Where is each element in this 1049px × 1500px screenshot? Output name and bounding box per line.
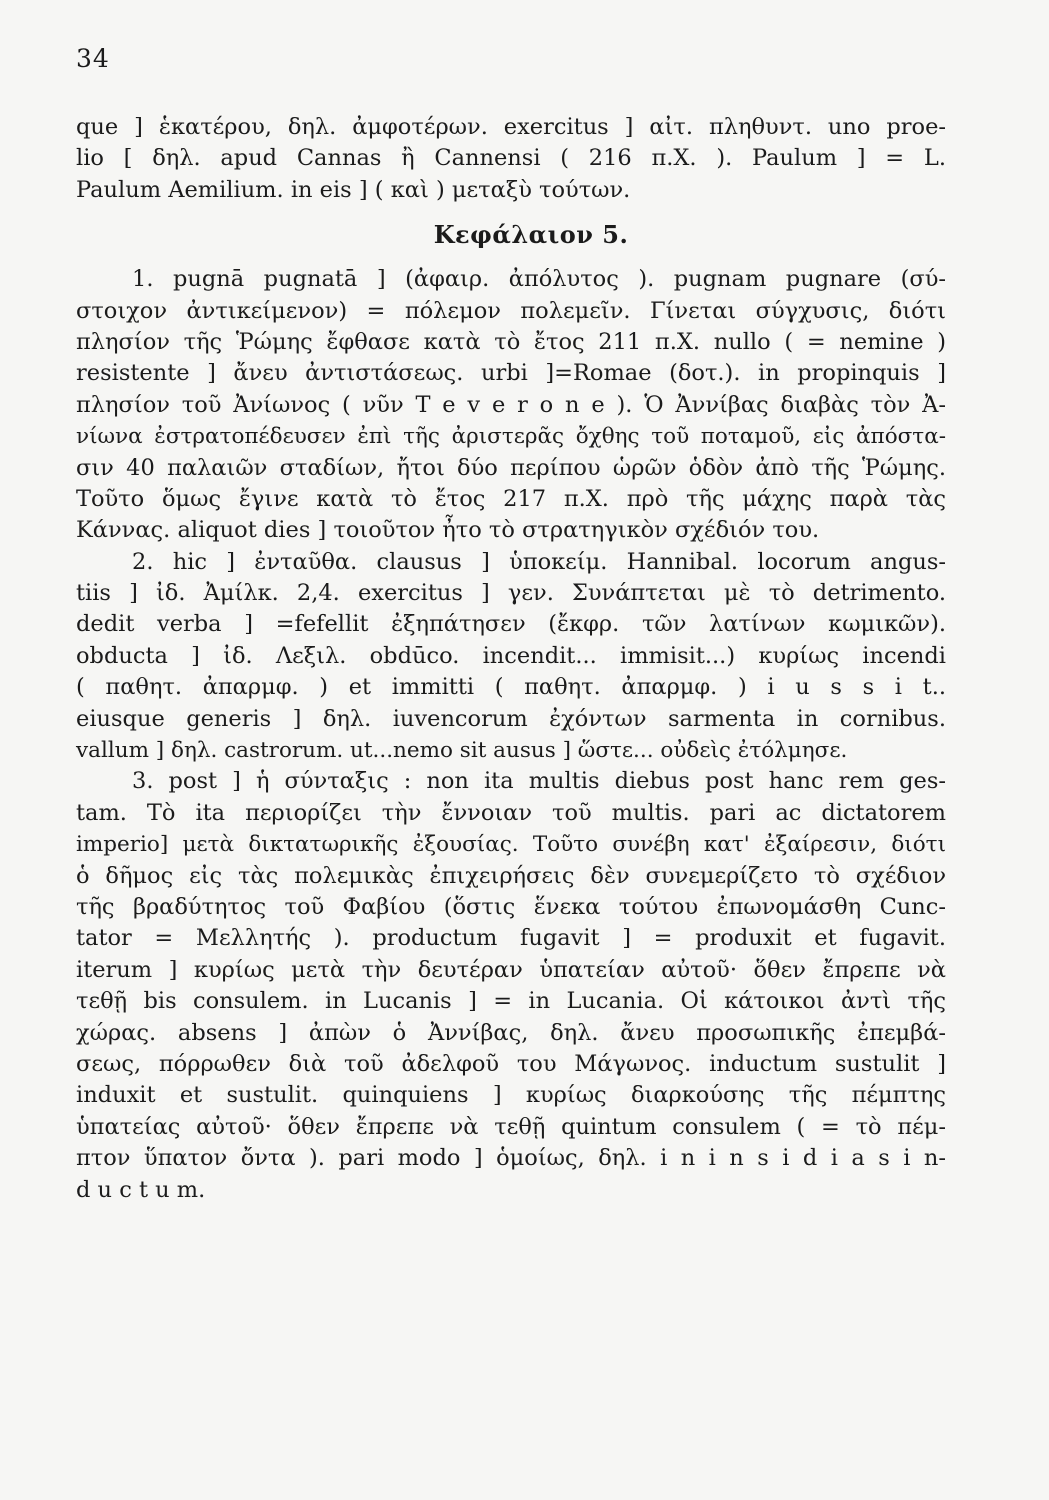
text-line: eiusque generis ] δηλ. iuvencorum ἐχόντων sarmenta in cornibus. [76, 705, 946, 732]
text-line: tiis ] ἰδ. Ἀμίλκ. 2,4. exercitus ] γεν. Συνάπτεται μὲ τὸ detrimento. [76, 580, 946, 607]
text-line: ὑπατείας αὐτοῦ· ὅθεν ἔπρεπε νὰ τεθῇ quintum consulem ( = τὸ πέμ- [76, 1113, 946, 1140]
text-line: σεως, πόρρωθεν διὰ τοῦ ἀδελφοῦ του Μάγωνος. inductum sustulit ] [76, 1050, 946, 1077]
text-line: resistente ] ἄνευ ἀντιστάσεως. urbi ]=Romae (δοτ.). in propinquis ] [76, 360, 946, 387]
text-line: dedit verba ] =fefellit ἐξηπάτησεν (ἔκφρ. τῶν λατίνων κωμικῶν). [76, 611, 946, 638]
text-line: νίωνα ἐστρατοπέδευσεν ἐπὶ τῆς ἀριστερᾶς ὄχθης τοῦ ποταμοῦ, εἰς ἀπόστα- [76, 424, 946, 450]
text-line: vallum ] δηλ. castrorum. ut...nemo sit ausus ] ὥστε... οὐδεὶς ἐτόλμησε. [76, 738, 848, 764]
text-line: tam. Τὸ ita περιορίζει τὴν ἔννοιαν τοῦ multis. pari ac dictatorem [76, 799, 946, 826]
paragraph-3-start: 3. post ] ἡ σύνταξις : non ita multis diebus post hanc rem ges- [132, 768, 946, 795]
text-line: imperio] μετὰ δικτατωρικῆς ἐξουσίας. Τοῦτο συνέβη κατ' ἐξαίρεσιν, διότι [76, 832, 946, 858]
paragraph-2-start: 2. hic ] ἐνταῦθα. clausus ] ὑποκείμ. Hannibal. locorum angus- [132, 548, 946, 575]
text-line: obducta ] ἰδ. Λεξιλ. obdūco. incendit... immisit...) κυρίως incendi [76, 642, 946, 669]
text-line: πλησίον τῆς Ῥώμης ἔφθασε κατὰ τὸ ἔτος 211 π.Χ. nullo ( = nemine ) [76, 328, 946, 355]
text-line: τῆς βραδύτητος τοῦ Φαβίου (ὅστις ἕνεκα τούτου ἐπωνομάσθη Cunc- [76, 893, 946, 920]
text-line: que ] ἑκατέρου, δηλ. ἀμφοτέρων. exercitus ] αἰτ. πληθυντ. uno proe- [76, 114, 946, 140]
chapter-heading: Κεφάλαιον 5. [433, 220, 629, 250]
text-line: πτον ὕπατον ὄντα ). pari modo ] ὁμοίως, δηλ. i n i n s i d i a s i n- [76, 1145, 946, 1172]
text-line: d u c t u m. [76, 1176, 206, 1203]
page-number: 34 [76, 44, 110, 73]
text-line: στοιχον ἀντικείμενον) = πόλεμον πολεμεῖν. Γίνεται σύγχυσις, διότι [76, 297, 946, 324]
text-line: χώρας. absens ] ἀπὼν ὁ Ἀννίβας, δηλ. ἄνευ προσωπικῆς ἐπεμβά- [76, 1019, 946, 1046]
text-line: ( παθητ. ἀπαρμφ. ) et immitti ( παθητ. ἀπαρμφ. ) i u s s i t.. [76, 674, 946, 701]
text-line: tator = Μελλητής ). productum fugavit ] = produxit et fugavit. [76, 925, 946, 952]
text-line: iterum ] κυρίως μετὰ τὴν δευτέραν ὑπατείαν αὐτοῦ· ὅθεν ἔπρεπε νὰ [76, 956, 946, 983]
text-line: Κάννας. aliquot dies ] τοιοῦτον ἦτο τὸ στρατηγικὸν σχέδιόν του. [76, 517, 820, 544]
text-line: ὁ δῆμος εἰς τὰς πολεμικὰς ἐπιχειρήσεις δὲν συνεμερίζετο τὸ σχέδιον [76, 862, 946, 889]
text-line: τεθῇ bis consulem. in Lucanis ] = in Lucania. Οἱ κάτοικοι ἀντὶ τῆς [76, 988, 946, 1015]
text-line: lio [ δηλ. apud Cannas ἢ Cannensi ( 216 π.Χ. ). Paulum ] = L. [76, 145, 946, 172]
text-line: σιν 40 παλαιῶν σταδίων, ἤτοι δύο περίπου ὡρῶν ὁδὸν ἀπὸ τῆς Ῥώμης. [76, 454, 946, 481]
paragraph-1-start: 1. pugnā pugnatā ] (ἀφαιρ. ἀπόλυτος ). pugnam pugnare (σύ- [132, 266, 946, 293]
text-line: Τοῦτο ὅμως ἔγινε κατὰ τὸ ἔτος 217 π.Χ. πρὸ τῆς μάχης παρὰ τὰς [76, 485, 946, 512]
text-line: πλησίον τοῦ Ἀνίωνος ( νῦν T e v e r o n e ). Ὁ Ἀννίβας διαβὰς τὸν Ἀ- [76, 391, 946, 418]
text-line: induxit et sustulit. quinquiens ] κυρίως διαρκούσης τῆς πέμπτης [76, 1082, 946, 1109]
text-line: Paulum Aemilium. in eis ] ( καὶ ) μεταξὺ τούτων. [76, 176, 631, 203]
commentary-text [76, 112, 946, 1206]
